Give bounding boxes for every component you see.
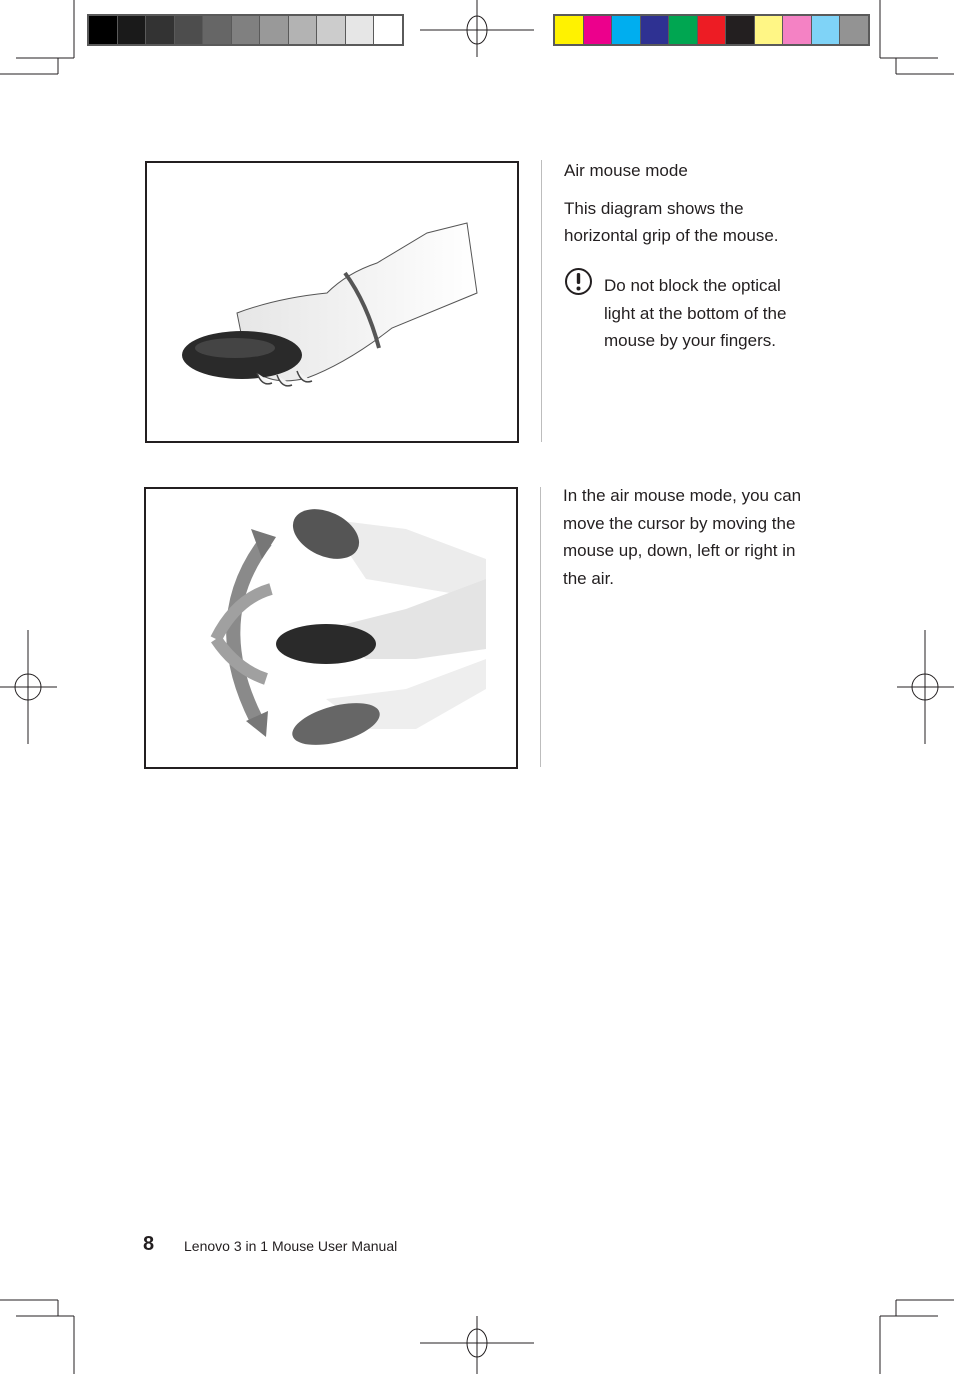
color-swatch xyxy=(289,16,317,44)
registration-mark-left xyxy=(0,630,57,744)
color-swatch xyxy=(232,16,260,44)
column-divider xyxy=(540,487,541,767)
section-heading: Air mouse mode xyxy=(564,161,688,180)
color-swatch xyxy=(840,16,868,44)
color-swatch xyxy=(726,16,754,44)
color-swatch xyxy=(812,16,840,44)
color-swatch xyxy=(555,16,583,44)
color-swatch xyxy=(89,16,117,44)
color-swatch xyxy=(698,16,726,44)
color-swatch xyxy=(669,16,697,44)
color-swatch xyxy=(755,16,783,44)
exclamation-circle-icon xyxy=(564,267,593,296)
color-swatch xyxy=(346,16,374,44)
section2-body: In the air mouse mode, you can move the cursor by moving the mouse up, down, left or right in the air. xyxy=(563,486,802,588)
warning-text: Do not block the optical light at the bottom of the mouse by your fingers. xyxy=(604,276,787,350)
registration-mark-top xyxy=(420,0,534,57)
registration-mark-bottom xyxy=(420,1316,534,1374)
air-mouse-movement-illustration xyxy=(144,487,518,769)
column-divider xyxy=(541,160,542,442)
section-body: This diagram shows the horizontal grip of the mouse. xyxy=(564,198,779,245)
color-swatch xyxy=(584,16,612,44)
horizontal-grip-illustration xyxy=(145,161,519,443)
color-swatch xyxy=(317,16,345,44)
color-swatch xyxy=(203,16,231,44)
color-swatch xyxy=(374,16,402,44)
color-swatch xyxy=(175,16,203,44)
registration-mark-right xyxy=(897,630,954,744)
process-color-bar xyxy=(553,14,870,46)
section1-text xyxy=(564,157,814,250)
grayscale-color-bar xyxy=(87,14,404,46)
color-swatch xyxy=(612,16,640,44)
color-swatch xyxy=(118,16,146,44)
page-number: 8 xyxy=(143,1233,155,1255)
manual-title: Lenovo 3 in 1 Mouse User Manual xyxy=(184,1238,398,1254)
color-swatch xyxy=(783,16,811,44)
color-swatch xyxy=(641,16,669,44)
color-swatch xyxy=(146,16,174,44)
color-swatch xyxy=(260,16,288,44)
